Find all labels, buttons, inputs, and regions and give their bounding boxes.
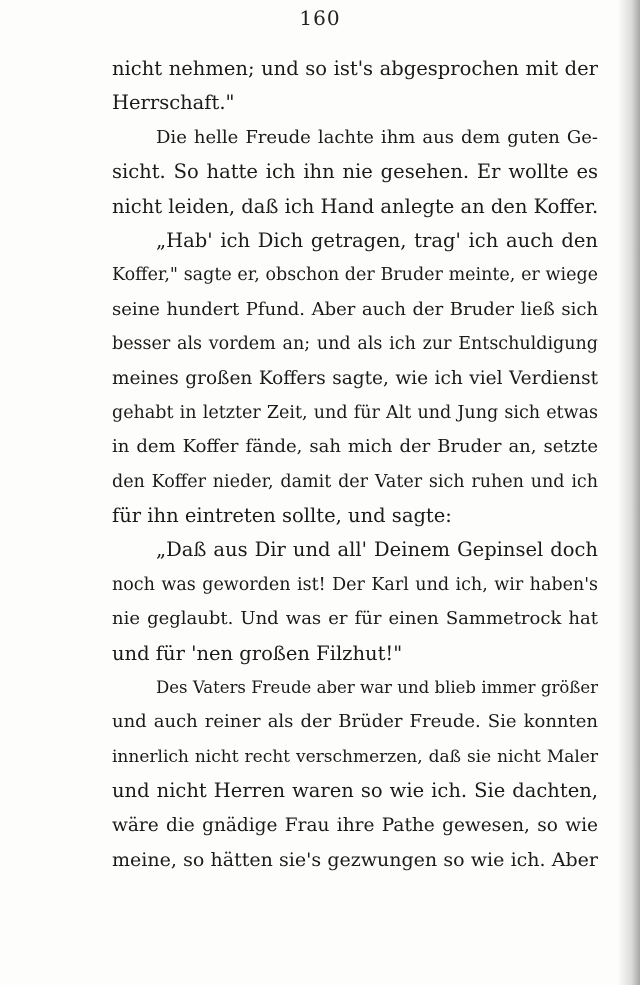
text-line: „Hab' ich Dich getragen, trag' ich auch den (156, 228, 598, 252)
text-line: meine, so hätten sie's gezwungen so wie ich. Aber (112, 848, 598, 871)
text-line: noch was geworden ist! Der Karl und ich, wir haben's (112, 574, 598, 595)
text-line: nie geglaubt. Und was er für einen Sammetrock hat (112, 608, 598, 630)
text-line: nicht nehmen; und so ist's abgesprochen mit der (112, 57, 598, 80)
text-line: „Daß aus Dir und all' Deinem Gepinsel doch (156, 538, 598, 562)
text-line: und nicht Herren waren so wie ich. Sie dachten, (112, 779, 598, 803)
page-edge-shadow (618, 0, 640, 985)
text-line: wäre die gnädige Frau ihre Pathe gewesen, so wie (112, 814, 598, 836)
text-line: gehabt in letzter Zeit, und für Alt und Jung sich etwas (112, 402, 598, 423)
text-line: den Koffer nieder, damit der Vater sich ruhen und ich (112, 471, 598, 492)
text-line: seine hundert Pfund. Aber auch der Bruder ließ sich (112, 298, 598, 320)
text-line: Des Vaters Freude aber war und blieb immer größer (156, 678, 598, 698)
text-line: und auch reiner als der Brüder Freude. Sie konnten (112, 711, 598, 733)
text-line: Herrschaft." (112, 91, 235, 115)
text-line: nicht leiden, daß ich Hand anlegte an den Koffer. (112, 194, 598, 218)
text-line: für ihn eintreten sollte, und sagte: (112, 504, 452, 528)
text-line: sicht. So hatte ich ihn nie gesehen. Er wollte es (112, 160, 598, 184)
page-number: 160 (299, 6, 341, 30)
text-line: besser als vordem an; und als ich zur Entschuldigung (112, 334, 598, 355)
text-line: innerlich nicht recht verschmerzen, daß sie nicht Maler (112, 746, 598, 767)
text-line: und für 'nen großen Filzhut!" (112, 641, 403, 665)
text-line: Koffer," sagte er, obschon der Bruder meinte, er wiege (112, 265, 598, 286)
text-line: meines großen Koffers sagte, wie ich viel Verdienst (112, 367, 598, 389)
text-line: Die helle Freude lachte ihm aus dem guten Ge- (156, 126, 598, 148)
text-line: in dem Koffer fände, sah mich der Bruder an, setzte (112, 436, 598, 458)
body-text (112, 52, 598, 877)
